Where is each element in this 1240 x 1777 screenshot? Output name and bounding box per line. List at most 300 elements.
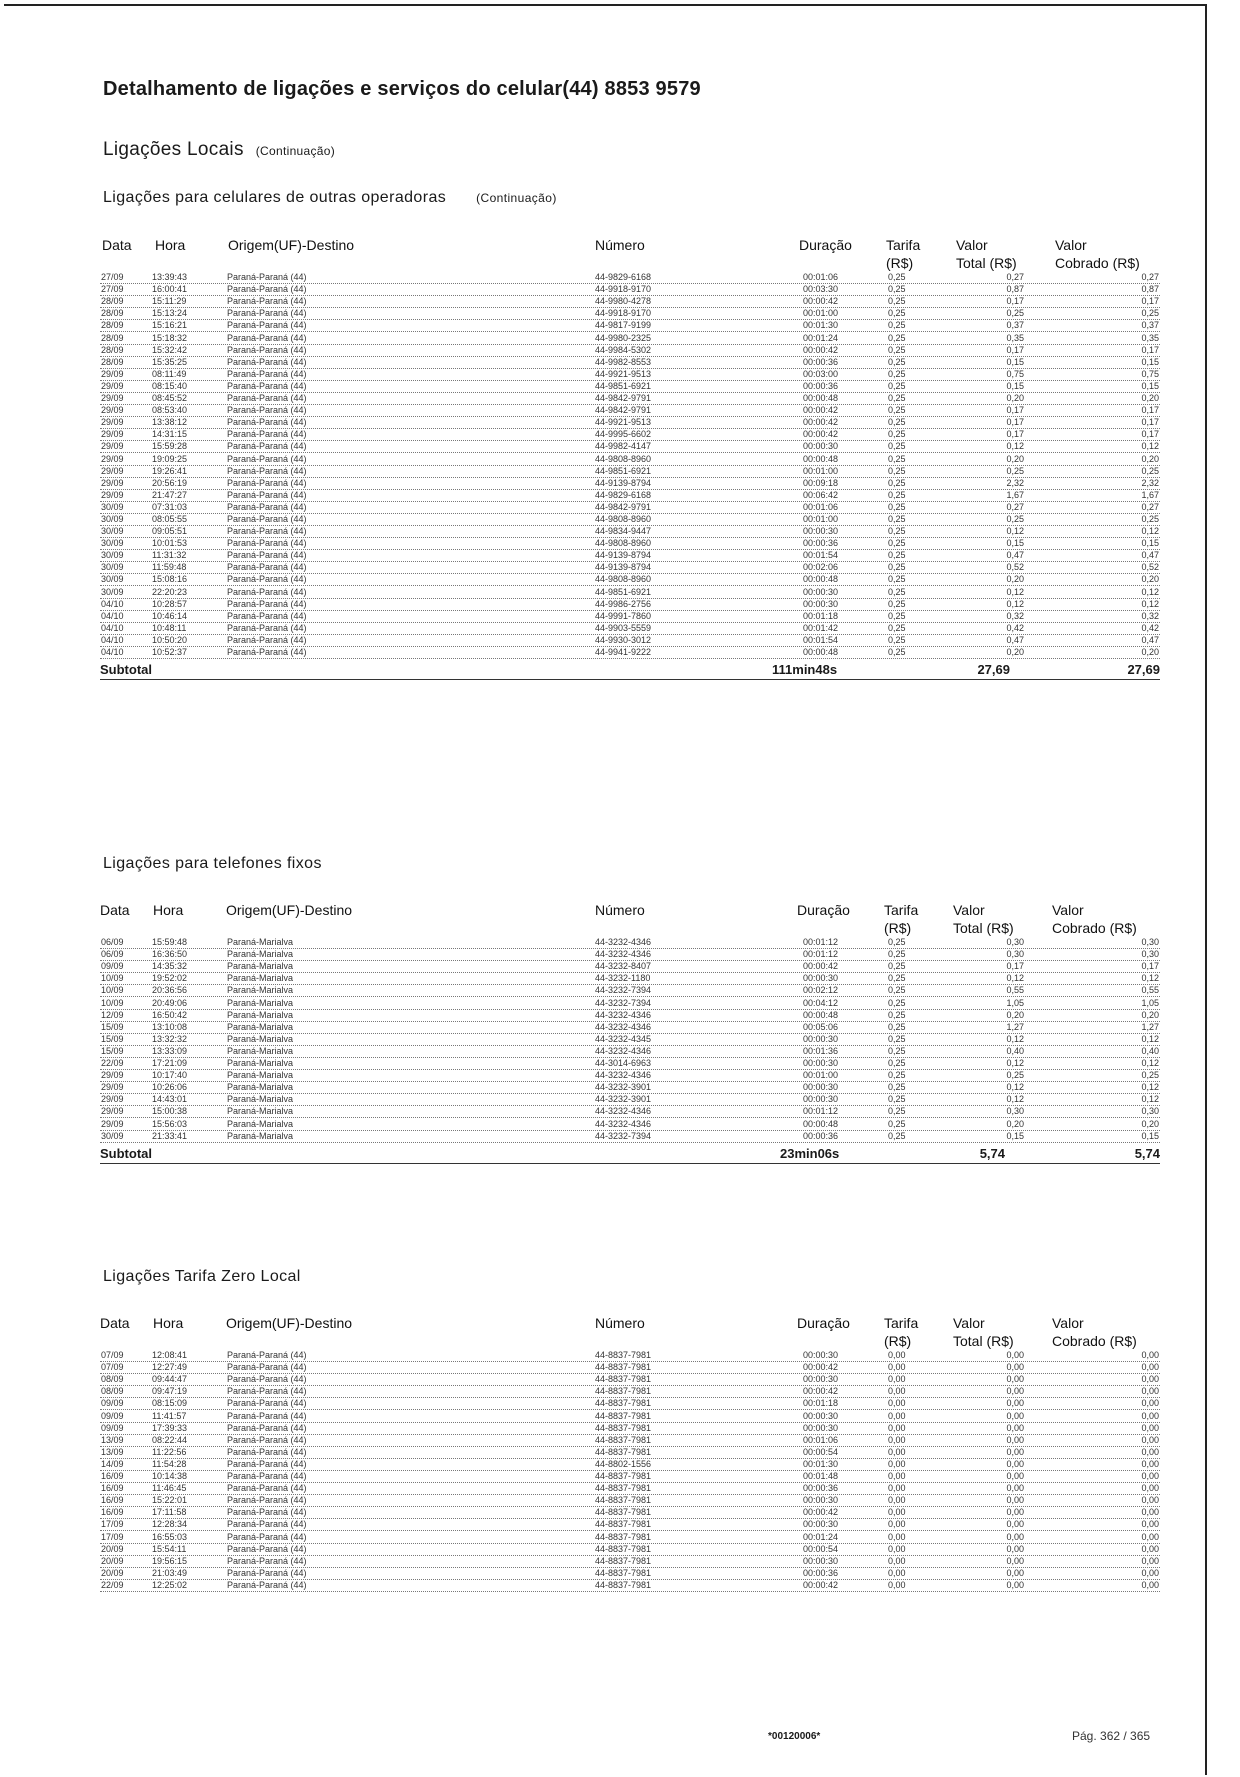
row-charged: 0,17 xyxy=(1141,344,1159,355)
row-time: 15:35:25 xyxy=(152,356,188,367)
row-tariff: 0,25 xyxy=(888,489,906,500)
row-tariff: 0,25 xyxy=(888,610,906,621)
row-date: 29/09 xyxy=(101,380,124,391)
row-time: 11:54:28 xyxy=(152,1458,187,1469)
row-duration: 00:00:30 xyxy=(803,1033,839,1044)
row-charged: 0,00 xyxy=(1141,1398,1159,1409)
row-number: 44-9829-6168 xyxy=(595,272,652,283)
row-date: 22/09 xyxy=(101,1579,124,1590)
col-header-hora: Hora xyxy=(153,1315,184,1331)
row-number: 44-8837-7981 xyxy=(595,1579,652,1590)
row-tariff: 0,00 xyxy=(888,1471,906,1482)
row-date: 17/09 xyxy=(101,1519,124,1530)
row-number: 44-3232-4346 xyxy=(595,937,652,948)
row-duration: 00:01:12 xyxy=(803,937,839,948)
row-total: 0,00 xyxy=(1006,1471,1024,1482)
row-time: 15:16:21 xyxy=(152,320,188,331)
row-total: 0,30 xyxy=(1006,937,1024,948)
row-time: 15:00:38 xyxy=(152,1106,188,1117)
row-total: 0,00 xyxy=(1006,1519,1024,1530)
row-charged: 0,52 xyxy=(1141,562,1159,573)
row-number: 44-9921-9513 xyxy=(595,417,652,428)
row-charged: 0,15 xyxy=(1141,356,1159,367)
row-tariff: 0,25 xyxy=(888,1009,906,1020)
row-date: 10/09 xyxy=(101,973,124,984)
row-charged: 0,00 xyxy=(1141,1458,1159,1469)
row-number: 44-3232-4346 xyxy=(595,1045,652,1056)
row-charged: 0,00 xyxy=(1141,1471,1159,1482)
row-time: 17:21:09 xyxy=(152,1058,188,1069)
row-date: 30/09 xyxy=(101,586,124,597)
row-duration: 00:00:48 xyxy=(803,647,839,657)
row-date: 15/09 xyxy=(101,1021,124,1032)
row-number: 44-3232-4346 xyxy=(595,1009,652,1020)
col-header-valor-cobrado: Valor xyxy=(1052,1315,1084,1331)
row-charged: 0,15 xyxy=(1141,1130,1159,1141)
row-tariff: 0,25 xyxy=(888,1021,906,1032)
row-charged: 0,17 xyxy=(1141,405,1159,416)
row-total: 0,75 xyxy=(1006,368,1024,379)
table-row xyxy=(100,1082,1160,1094)
row-total: 0,17 xyxy=(1006,296,1024,307)
row-date: 22/09 xyxy=(101,1058,124,1069)
table-row xyxy=(100,1010,1160,1022)
row-charged: 0,55 xyxy=(1141,985,1159,996)
row-origin-destination: Paraná-Paraná (44) xyxy=(227,356,307,367)
row-charged: 0,00 xyxy=(1141,1543,1159,1554)
row-time: 11:41:57 xyxy=(152,1410,187,1421)
table-row xyxy=(100,647,1160,659)
row-tariff: 0,25 xyxy=(888,550,906,561)
col-header-valor-cobrado: Valor xyxy=(1052,902,1084,918)
row-origin-destination: Paraná-Paraná (44) xyxy=(227,380,307,391)
col-header-total: Total (R$) xyxy=(953,1333,1014,1349)
row-origin-destination: Paraná-Paraná (44) xyxy=(227,1398,307,1409)
col-header-numero: Número xyxy=(595,237,645,253)
row-charged: 0,30 xyxy=(1141,949,1159,960)
row-tariff: 0,25 xyxy=(888,356,906,367)
row-total: 0,17 xyxy=(1006,417,1024,428)
row-origin-destination: Paraná-Paraná (44) xyxy=(227,441,307,452)
row-total: 0,17 xyxy=(1006,961,1024,972)
row-duration: 00:00:42 xyxy=(803,1386,839,1397)
row-number: 44-9808-8960 xyxy=(595,513,652,524)
row-charged: 1,05 xyxy=(1141,997,1159,1008)
col-header-cobrado: Cobrado (R$) xyxy=(1055,255,1140,271)
row-duration: 00:00:36 xyxy=(803,1483,839,1494)
table-row xyxy=(100,1022,1160,1034)
row-total: 0,27 xyxy=(1006,272,1024,283)
row-tariff: 0,25 xyxy=(888,997,906,1008)
row-total: 0,17 xyxy=(1006,405,1024,416)
row-date: 08/09 xyxy=(101,1374,124,1385)
row-time: 16:36:50 xyxy=(152,949,188,960)
row-date: 29/09 xyxy=(101,429,124,440)
row-duration: 00:00:48 xyxy=(803,1118,839,1129)
row-tariff: 0,25 xyxy=(888,526,906,537)
row-date: 07/09 xyxy=(101,1362,124,1373)
row-origin-destination: Paraná-Marialva xyxy=(227,1118,294,1129)
table-row xyxy=(100,1362,1160,1374)
row-charged: 0,00 xyxy=(1141,1446,1159,1457)
row-charged: 0,47 xyxy=(1141,634,1159,645)
row-date: 29/09 xyxy=(101,489,124,500)
row-origin-destination: Paraná-Paraná (44) xyxy=(227,1362,307,1373)
row-date: 30/09 xyxy=(101,538,124,549)
row-tariff: 0,00 xyxy=(888,1495,906,1506)
row-origin-destination: Paraná-Paraná (44) xyxy=(227,453,307,464)
row-number: 44-9808-8960 xyxy=(595,453,652,464)
row-time: 14:43:01 xyxy=(152,1094,188,1105)
table-row xyxy=(100,1580,1160,1592)
row-charged: 0,15 xyxy=(1141,380,1159,391)
row-number: 44-8837-7981 xyxy=(595,1374,652,1385)
table-row xyxy=(100,1531,1160,1543)
table-row xyxy=(100,599,1160,611)
row-charged: 0,20 xyxy=(1141,647,1159,657)
subtotal-row xyxy=(100,1143,1160,1164)
row-charged: 0,00 xyxy=(1141,1410,1159,1421)
row-total: 0,00 xyxy=(1006,1434,1024,1445)
row-total: 0,35 xyxy=(1006,332,1024,343)
row-number: 44-3232-4346 xyxy=(595,1021,652,1032)
row-number: 44-3232-3901 xyxy=(595,1094,652,1105)
table-row xyxy=(100,1556,1160,1568)
row-tariff: 0,00 xyxy=(888,1531,906,1542)
subsection-continuation: (Continuação) xyxy=(476,191,557,205)
row-number: 44-9984-5302 xyxy=(595,344,652,355)
table-rows xyxy=(100,1350,1160,1592)
row-duration: 00:01:06 xyxy=(803,272,839,283)
section-continuation: (Continuação) xyxy=(255,144,336,158)
row-duration: 00:03:00 xyxy=(803,368,839,379)
table-row xyxy=(100,429,1160,441)
row-duration: 00:00:48 xyxy=(803,574,839,585)
row-total: 0,00 xyxy=(1006,1458,1024,1469)
row-total: 0,20 xyxy=(1006,1118,1024,1129)
row-time: 15:56:03 xyxy=(152,1118,188,1129)
row-date: 28/09 xyxy=(101,308,124,319)
row-date: 30/09 xyxy=(101,501,124,512)
row-origin-destination: Paraná-Paraná (44) xyxy=(227,429,307,440)
row-date: 29/09 xyxy=(101,393,124,404)
subtotal-total: 5,74 xyxy=(979,1145,1005,1161)
col-header-origem: Origem(UF)-Destino xyxy=(226,902,353,918)
table-tarifa-zero xyxy=(100,1314,1160,1592)
row-charged: 0,42 xyxy=(1141,622,1159,633)
subtotal-label: Subtotal xyxy=(100,1145,152,1161)
row-time: 08:11:49 xyxy=(152,368,187,379)
row-origin-destination: Paraná-Paraná (44) xyxy=(227,1579,307,1590)
row-date: 20/09 xyxy=(101,1567,124,1578)
row-charged: 0,30 xyxy=(1141,1106,1159,1117)
row-total: 0,00 xyxy=(1006,1555,1024,1566)
row-duration: 00:00:54 xyxy=(803,1446,839,1457)
row-charged: 0,12 xyxy=(1141,586,1159,597)
row-charged: 1,27 xyxy=(1141,1021,1159,1032)
row-tariff: 0,00 xyxy=(888,1398,906,1409)
row-total: 0,87 xyxy=(1006,284,1024,295)
row-tariff: 0,00 xyxy=(888,1410,906,1421)
row-time: 10:28:57 xyxy=(152,598,188,609)
row-duration: 00:00:42 xyxy=(803,405,839,416)
row-origin-destination: Paraná-Paraná (44) xyxy=(227,574,307,585)
row-date: 04/10 xyxy=(101,647,124,657)
row-date: 16/09 xyxy=(101,1507,124,1518)
row-total: 0,00 xyxy=(1006,1567,1024,1578)
row-tariff: 0,00 xyxy=(888,1446,906,1457)
row-number: 44-9995-6602 xyxy=(595,429,652,440)
row-time: 13:32:32 xyxy=(152,1033,188,1044)
row-tariff: 0,25 xyxy=(888,405,906,416)
row-date: 28/09 xyxy=(101,344,124,355)
row-date: 04/10 xyxy=(101,610,124,621)
row-charged: 0,25 xyxy=(1141,513,1159,524)
row-number: 44-8837-7981 xyxy=(595,1543,652,1554)
row-tariff: 0,25 xyxy=(888,417,906,428)
row-number: 44-8837-7981 xyxy=(595,1483,652,1494)
row-origin-destination: Paraná-Marialva xyxy=(227,937,294,948)
row-tariff: 0,25 xyxy=(888,501,906,512)
row-origin-destination: Paraná-Paraná (44) xyxy=(227,1531,307,1542)
row-total: 0,27 xyxy=(1006,501,1024,512)
row-duration: 00:02:12 xyxy=(803,985,839,996)
row-number: 44-3232-7394 xyxy=(595,1130,652,1141)
row-duration: 00:01:18 xyxy=(803,1398,839,1409)
row-origin-destination: Paraná-Paraná (44) xyxy=(227,1471,307,1482)
row-charged: 0,30 xyxy=(1141,937,1159,948)
row-duration: 00:00:30 xyxy=(803,526,839,537)
table-row xyxy=(100,1131,1160,1143)
row-number: 44-9808-8960 xyxy=(595,574,652,585)
row-number: 44-9851-6921 xyxy=(595,465,652,476)
row-duration: 00:01:30 xyxy=(803,320,839,331)
row-time: 08:22:44 xyxy=(152,1434,188,1445)
row-duration: 00:00:42 xyxy=(803,961,839,972)
row-origin-destination: Paraná-Paraná (44) xyxy=(227,320,307,331)
table-row xyxy=(100,1471,1160,1483)
table-row xyxy=(100,1094,1160,1106)
row-duration: 00:00:42 xyxy=(803,1579,839,1590)
row-charged: 0,12 xyxy=(1141,1058,1159,1069)
row-number: 44-8837-7981 xyxy=(595,1507,652,1518)
row-time: 20:49:06 xyxy=(152,997,188,1008)
row-total: 0,15 xyxy=(1006,538,1024,549)
row-number: 44-9842-9791 xyxy=(595,405,652,416)
row-time: 15:54:11 xyxy=(152,1543,187,1554)
row-number: 44-9918-9170 xyxy=(595,308,652,319)
row-time: 08:15:40 xyxy=(152,380,188,391)
row-origin-destination: Paraná-Marialva xyxy=(227,1033,294,1044)
row-charged: 0,00 xyxy=(1141,1555,1159,1566)
row-duration: 00:00:30 xyxy=(803,1082,839,1093)
row-tariff: 0,25 xyxy=(888,1070,906,1081)
row-number: 44-3232-4346 xyxy=(595,949,652,960)
row-origin-destination: Paraná-Paraná (44) xyxy=(227,1483,307,1494)
row-origin-destination: Paraná-Paraná (44) xyxy=(227,405,307,416)
row-time: 21:33:41 xyxy=(152,1130,188,1141)
row-number: 44-8837-7981 xyxy=(595,1386,652,1397)
table-row xyxy=(100,1483,1160,1495)
row-date: 06/09 xyxy=(101,949,124,960)
row-charged: 1,67 xyxy=(1141,489,1159,500)
row-time: 15:08:16 xyxy=(152,574,188,585)
table-row xyxy=(100,284,1160,296)
row-charged: 0,20 xyxy=(1141,453,1159,464)
row-duration: 00:04:12 xyxy=(803,997,839,1008)
row-origin-destination: Paraná-Paraná (44) xyxy=(227,501,307,512)
row-total: 0,17 xyxy=(1006,429,1024,440)
col-header-data: Data xyxy=(100,1315,130,1331)
row-tariff: 0,25 xyxy=(888,1094,906,1105)
row-date: 08/09 xyxy=(101,1386,124,1397)
row-date: 13/09 xyxy=(101,1434,124,1445)
subtotal-row xyxy=(100,659,1160,680)
section-title-text: Ligações Locais xyxy=(103,139,244,160)
subtotal-label: Subtotal xyxy=(100,662,152,677)
row-duration: 00:06:42 xyxy=(803,489,839,500)
table-row xyxy=(100,526,1160,538)
row-date: 17/09 xyxy=(101,1531,124,1542)
table-row xyxy=(100,417,1160,429)
row-number: 44-3232-1180 xyxy=(595,973,651,984)
row-total: 0,15 xyxy=(1006,380,1024,391)
table-row xyxy=(100,453,1160,465)
row-total: 0,20 xyxy=(1006,453,1024,464)
row-total: 0,00 xyxy=(1006,1422,1024,1433)
row-duration: 00:01:06 xyxy=(803,501,839,512)
row-origin-destination: Paraná-Marialva xyxy=(227,1082,294,1093)
table-row xyxy=(100,1374,1160,1386)
row-time: 15:59:28 xyxy=(152,441,188,452)
row-date: 29/09 xyxy=(101,1070,124,1081)
row-duration: 00:00:30 xyxy=(803,1422,839,1433)
row-number: 44-8837-7981 xyxy=(595,1422,652,1433)
row-time: 10:26:06 xyxy=(152,1082,188,1093)
row-number: 44-9842-9791 xyxy=(595,393,652,404)
row-tariff: 0,00 xyxy=(888,1362,906,1373)
col-header-tarifa-unit: (R$) xyxy=(884,1333,912,1349)
row-duration: 00:01:48 xyxy=(803,1471,839,1482)
row-charged: 0,17 xyxy=(1141,961,1159,972)
row-tariff: 0,25 xyxy=(888,574,906,585)
subtotal-duracao: 111min48s xyxy=(772,662,838,677)
row-duration: 00:00:36 xyxy=(803,1130,839,1141)
row-tariff: 0,25 xyxy=(888,429,906,440)
row-duration: 00:00:42 xyxy=(803,429,839,440)
row-charged: 0,12 xyxy=(1141,441,1159,452)
row-time: 13:38:12 xyxy=(152,417,188,428)
table-row xyxy=(100,1118,1160,1130)
row-duration: 00:00:30 xyxy=(803,1094,839,1105)
row-date: 04/10 xyxy=(101,634,124,645)
row-duration: 00:00:42 xyxy=(803,344,839,355)
row-charged: 0,00 xyxy=(1141,1507,1159,1518)
row-duration: 00:00:30 xyxy=(803,586,839,597)
table-header xyxy=(100,901,1160,937)
col-header-valor-total: Valor xyxy=(956,237,988,253)
row-duration: 00:03:30 xyxy=(803,284,839,295)
row-duration: 00:00:42 xyxy=(803,1507,839,1518)
row-duration: 00:00:30 xyxy=(803,1555,839,1566)
table-rows xyxy=(100,937,1160,1143)
row-number: 44-8837-7981 xyxy=(595,1567,652,1578)
row-tariff: 0,25 xyxy=(888,513,906,524)
row-charged: 0,12 xyxy=(1141,526,1159,537)
row-charged: 0,75 xyxy=(1141,368,1159,379)
row-date: 04/10 xyxy=(101,598,124,609)
row-tariff: 0,00 xyxy=(888,1483,906,1494)
row-tariff: 0,25 xyxy=(888,622,906,633)
col-header-cobrado: Cobrado (R$) xyxy=(1052,920,1137,936)
row-date: 29/09 xyxy=(101,1082,124,1093)
row-total: 0,12 xyxy=(1006,1058,1024,1069)
row-tariff: 0,25 xyxy=(888,477,906,488)
row-time: 17:11:58 xyxy=(152,1507,187,1518)
row-origin-destination: Paraná-Paraná (44) xyxy=(227,586,307,597)
row-duration: 00:01:06 xyxy=(803,1434,839,1445)
row-time: 09:47:19 xyxy=(152,1386,188,1397)
row-charged: 0,27 xyxy=(1141,272,1159,283)
row-date: 28/09 xyxy=(101,356,124,367)
page-number: Pág. 362 / 365 xyxy=(1072,1729,1151,1743)
row-tariff: 0,25 xyxy=(888,393,906,404)
row-origin-destination: Paraná-Paraná (44) xyxy=(227,647,307,657)
table-row xyxy=(100,466,1160,478)
row-charged: 0,00 xyxy=(1141,1422,1159,1433)
row-date: 16/09 xyxy=(101,1471,124,1482)
section-title xyxy=(103,139,335,161)
row-charged: 0,25 xyxy=(1141,465,1159,476)
row-number: 44-9834-9447 xyxy=(595,526,652,537)
table-rows xyxy=(100,272,1160,659)
row-number: 44-8837-7981 xyxy=(595,1350,652,1361)
row-time: 10:46:14 xyxy=(152,610,188,621)
row-tariff: 0,25 xyxy=(888,598,906,609)
row-time: 19:52:02 xyxy=(152,973,188,984)
row-time: 08:53:40 xyxy=(152,405,188,416)
row-tariff: 0,00 xyxy=(888,1458,906,1469)
table-row xyxy=(100,405,1160,417)
table-row xyxy=(100,1568,1160,1580)
row-origin-destination: Paraná-Paraná (44) xyxy=(227,1434,307,1445)
row-date: 29/09 xyxy=(101,441,124,452)
row-tariff: 0,25 xyxy=(888,368,906,379)
row-charged: 0,40 xyxy=(1141,1045,1159,1056)
row-charged: 0,17 xyxy=(1141,429,1159,440)
row-origin-destination: Paraná-Paraná (44) xyxy=(227,610,307,621)
row-number: 44-3232-8407 xyxy=(595,961,652,972)
row-origin-destination: Paraná-Paraná (44) xyxy=(227,1410,307,1421)
row-date: 28/09 xyxy=(101,296,124,307)
row-date: 30/09 xyxy=(101,513,124,524)
row-time: 10:17:40 xyxy=(152,1070,188,1081)
table-row xyxy=(100,1495,1160,1507)
row-tariff: 0,25 xyxy=(888,973,906,984)
row-number: 44-9139-8794 xyxy=(595,550,652,561)
row-total: 1,05 xyxy=(1006,997,1024,1008)
table-row xyxy=(100,961,1160,973)
row-total: 0,00 xyxy=(1006,1483,1024,1494)
row-date: 10/09 xyxy=(101,985,124,996)
row-total: 0,12 xyxy=(1006,598,1024,609)
row-duration: 00:00:42 xyxy=(803,296,839,307)
row-charged: 0,00 xyxy=(1141,1567,1159,1578)
table-row xyxy=(100,949,1160,961)
table-row xyxy=(100,1046,1160,1058)
col-header-tarifa: Tarifa xyxy=(886,237,921,253)
row-origin-destination: Paraná-Paraná (44) xyxy=(227,1543,307,1554)
